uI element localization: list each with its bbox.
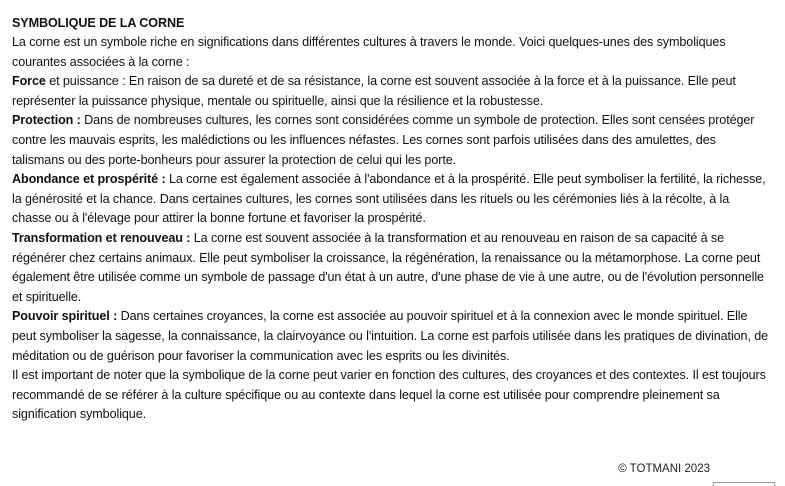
copyright-footer: © TOTMANI 2023 — [618, 463, 710, 475]
intro-paragraph: La corne est un symbole riche en significations dans différentes cultures à travers le monde. Voici quelques-unes des symboliques courantes associées à la corne : — [12, 35, 726, 69]
section-transformation-text: La corne est souvent associée à la transformation et au renouveau en raison de sa capacité à se régénérer chez certains animaux. Elle peut symboliser la croissance, la régénération, la renaissance ou la métamorphose. La corne peut également être utilisée comme un symbole de passage d'un état à un autre, d'une phase de vie à une autre, ou de l'évolution personnelle et spirituelle. — [12, 230, 764, 304]
section-force-text: et puissance : En raison de sa dureté et de sa résistance, la corne est souvent associée à la force et à la puissance. Elle peut représenter la puissance physique, mentale ou spirituelle, ainsi que la résilience et la robustesse. — [12, 74, 736, 108]
section-transformation-heading: Transformation et renouveau : — [12, 230, 191, 245]
section-abondance — [12, 170, 770, 229]
section-force — [12, 72, 770, 111]
section-abondance-heading: Abondance et prospérité : — [12, 172, 166, 187]
section-pouvoir — [12, 307, 770, 366]
conclusion-paragraph: Il est important de noter que la symbolique de la corne peut varier en fonction des cultures, des croyances et des contextes. Il est toujours recommandé de se référer à la culture spécifique ou au contexte dans lequel la corne est utilisée pour comprendre pleinement sa signification symbolique. — [12, 368, 766, 422]
section-transformation — [12, 229, 770, 307]
section-force-heading: Force — [12, 74, 46, 89]
page-edge-box — [713, 482, 775, 486]
section-abondance-text: La corne est également associée à l'abondance et à la prospérité. Elle peut symboliser la fertilité, la richesse, la générosité et la chance. Dans certaines cultures, les cornes sont utilisées dans les rituels ou les cérémonies liés à la récolte, à la chasse ou à l'élevage pour attirer la bonne fortune et favoriser la prospérité. — [12, 172, 766, 226]
section-protection-text: Dans de nombreuses cultures, les cornes sont considérées comme un symbole de protection. Elles sont censées protéger contre les mauvais esprits, les malédictions ou les influences néfastes. Les cornes sont parfois utilisées dans des amulettes, des talismans ou des porte-bonheurs pour assurer la protection de celui qui les porte. — [12, 113, 755, 167]
document-body — [12, 14, 770, 425]
section-protection-heading: Protection : — [12, 113, 81, 128]
section-pouvoir-heading: Pouvoir spirituel : — [12, 309, 118, 324]
document-title: SYMBOLIQUE DE LA CORNE — [12, 16, 185, 30]
section-protection — [12, 111, 770, 170]
section-pouvoir-text: Dans certaines croyances, la corne est associée au pouvoir spirituel et à la connexion avec le monde spirituel. Elle peut symboliser la sagesse, la connaissance, la clairvoyance ou l'intuition. La corne est parfois utilisée dans les pratiques de divination, de méditation ou de guérison pour favoriser la communication avec les esprits ou les divinités. — [12, 309, 769, 363]
